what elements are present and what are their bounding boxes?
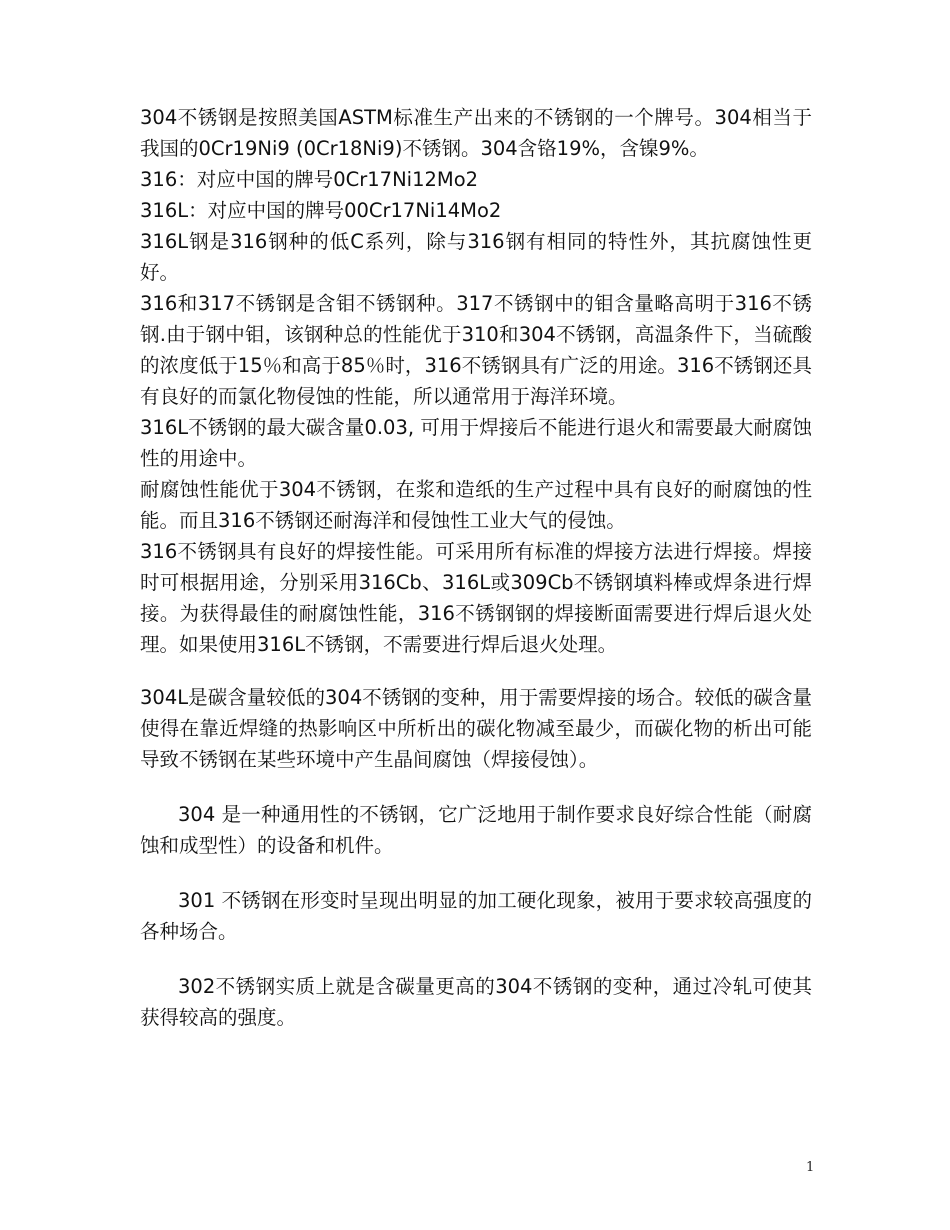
paragraph-316-welding: 316不锈钢具有良好的焊接性能。可采用所有标准的焊接方法进行焊接。焊接时可根据用途，分别采用316Cb、316L或309Cb不锈钢填料棒或焊条进行焊接。为获得最佳的耐腐蚀性能，316不锈钢钢的焊接断面需要进行焊后退火处理。如果使用316L不锈钢，不需要进行焊后退火处理。 bbox=[140, 540, 812, 656]
paragraph-304-general: 304 是一种通用性的不锈钢，它广泛地用于制作要求良好综合性能（耐腐蚀和成型性）的设备和机件。 bbox=[140, 803, 812, 857]
document-body bbox=[140, 102, 812, 1033]
paragraph-304-intro: 304不锈钢是按照美国ASTM标准生产出来的不锈钢的一个牌号。304相当于我国的0Cr19Ni9 (0Cr18Ni9)不锈钢。304含铬19%，含镍9%。 bbox=[140, 106, 812, 160]
paragraph-316l-low-carbon: 316L钢是316钢种的低C系列，除与316钢有相同的特性外，其抗腐蚀性更好。 bbox=[140, 230, 812, 284]
paragraph-316l-grade: 316L：对应中国的牌号00Cr17Ni14Mo2 bbox=[140, 199, 502, 222]
page-number: 1 bbox=[806, 1160, 815, 1175]
paragraph-302: 302不锈钢实质上就是含碳量更高的304不锈钢的变种，通过冷轧可使其获得较高的强度。 bbox=[140, 975, 812, 1029]
paragraph-301: 301 不锈钢在形变时呈现出明显的加工硬化现象，被用于要求较高强度的各种场合。 bbox=[140, 889, 812, 943]
paragraph-corrosion-resistance: 耐腐蚀性能优于304不锈钢，在浆和造纸的生产过程中具有良好的耐腐蚀的性能。而且316不锈钢还耐海洋和侵蚀性工业大气的侵蚀。 bbox=[140, 478, 812, 532]
paragraph-316-317-molybdenum: 316和317不锈钢是含钼不锈钢种。317不锈钢中的钼含量略高明于316不锈钢.由于钢中钼，该钢种总的性能优于310和304不锈钢，高温条件下，当硫酸的浓度低于15％和高于85％时，316不锈钢具有广泛的用途。316不锈钢还具有良好的而氯化物侵蚀的性能，所以通常用于海洋环境。 bbox=[140, 292, 812, 408]
paragraph-316l-max-carbon: 316L不锈钢的最大碳含量0.03, 可用于焊接后不能进行退火和需要最大耐腐蚀性的用途中。 bbox=[140, 416, 812, 470]
paragraph-304l: 304L是碳含量较低的304不锈钢的变种，用于需要焊接的场合。较低的碳含量使得在靠近焊缝的热影响区中所析出的碳化物减至最少，而碳化物的析出可能导致不锈钢在某些环境中产生晶间腐蚀（焊接侵蚀）。 bbox=[140, 686, 812, 771]
paragraph-316-grade: 316：对应中国的牌号0Cr17Ni12Mo2 bbox=[140, 168, 479, 191]
